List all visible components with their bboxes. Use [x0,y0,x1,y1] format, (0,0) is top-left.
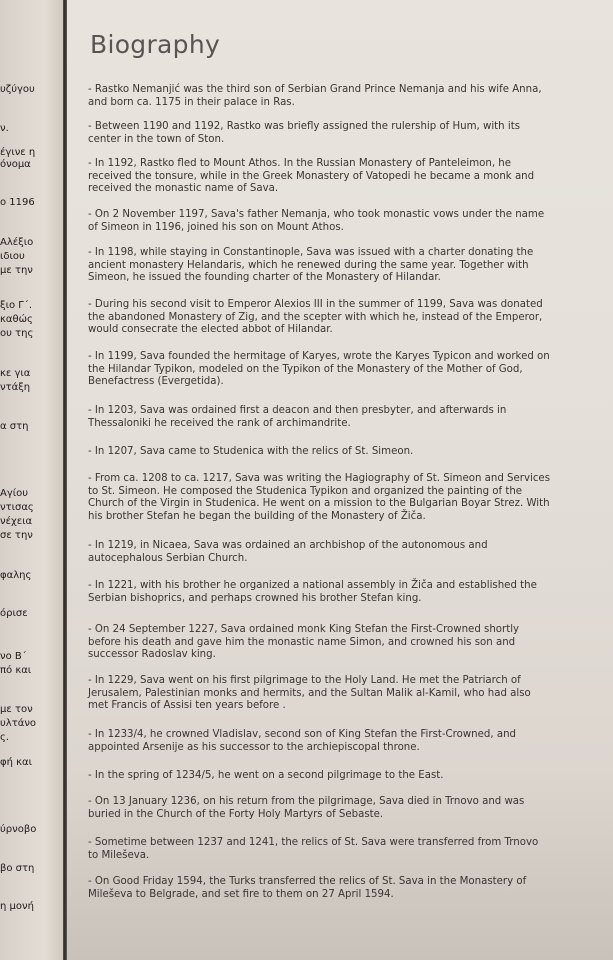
biography-entry: - In 1219, in Nicaea, Sava was ordained an archbishop of the autonomous and autocephalous Serbian Church. [88,540,488,564]
greek-text-fragment: νο Β΄ [0,651,27,662]
greek-text-fragment: όρισε [0,608,28,619]
biography-entry: - Sometime between 1237 and 1241, the relics of St. Sava were transferred from Trnovo to Mileševa. [88,837,539,861]
greek-text-fragment: ς. [0,732,10,743]
greek-text-fragment: κε για [0,368,31,379]
greek-text-fragment: ν. [0,123,9,134]
biography-entry: - In 1192, Rastko fled to Mount Athos. In the Russian Monastery of Panteleimon, he received the tonsure, while in the Greek Monastery of Vatopedi he became a monk and received the monastic name of Sava. [88,158,535,195]
greek-text-fragment: ντάξη [0,382,31,393]
greek-text-fragment: υζύγου [0,84,35,95]
greek-text-fragment: φαλης [0,570,32,581]
greek-text-fragment: με τον [0,704,33,715]
biography-entry: - On Good Friday 1594, the Turks transferred the relics of St. Sava in the Monastery of Mileševa to Belgrade, and set fire to them on 27 April 1594. [88,876,527,900]
greek-text-fragment: ύρνοβο [0,824,37,835]
greek-text-fragment: καθώς [0,314,33,325]
greek-text-fragment: βο στη [0,863,35,874]
adjacent-greek-panel [0,0,64,960]
greek-text-fragment: Αλέξιο [0,237,34,248]
biography-entry: - On 13 January 1236, on his return from the pilgrimage, Sava died in Trnovo and was buried in the Church of the Forty Holy Martyrs of Sebaste. [88,796,525,820]
greek-text-fragment: με την [0,265,33,276]
greek-text-fragment: η μονή [0,901,34,912]
biography-entry: - In 1229, Sava went on his first pilgrimage to the Holy Land. He met the Patriarch of Jerusalem, Palestinian monks and hermits, and the Sultan Malik al-Kamil, who had also met Francis of Assisi ten years before . [88,675,531,712]
biography-entry: - Rastko Nemanjić was the third son of Serbian Grand Prince Nemanja and his wife Anna, and born ca. 1175 in their palace in Ras. [88,84,542,108]
greek-text-fragment: φή και [0,757,32,768]
biography-entry: - On 24 September 1227, Sava ordained monk King Stefan the First-Crowned shortly before his death and gave him the monastic name Simon, and crowned his son and successor Radoslav king. [88,624,520,661]
greek-text-fragment: α στη [0,421,29,432]
greek-text-fragment: ξιο Γ΄. [0,300,33,311]
greek-text-fragment: όνομα [0,159,31,170]
biography-entry: - In 1207, Sava came to Studenica with the relics of St. Simeon. [88,446,414,457]
page-title: Biography [90,30,221,59]
biography-entry: - Between 1190 and 1192, Rastko was briefly assigned the rulership of Hum, with its center in the town of Ston. [88,121,520,145]
biography-entry: - In 1203, Sava was ordained first a deacon and then presbyter, and afterwards in Thessaloniki he received the rank of archimandrite. [88,405,507,429]
biography-entry: - During his second visit to Emperor Alexios III in the summer of 1199, Sava was donated the abandoned Monastery of Zig, and the scepter with which he, instead of the Emperor, would consecrate the elected abbot of Hilandar. [88,299,543,336]
greek-text-fragment: πό και [0,665,32,676]
biography-entry: - In 1221, with his brother he organized a national assembly in Žiča and established the Serbian bishoprics, and perhaps crowned his brother Stefan king. [88,580,537,604]
greek-text-fragment: ντισας [0,502,34,513]
greek-text-fragment: Αγίου [0,488,29,499]
biography-entry: - In the spring of 1234/5, he went on a second pilgrimage to the East. [88,770,444,781]
greek-text-fragment: ου της [0,328,34,339]
greek-text-fragment: νέχεια [0,516,33,527]
greek-text-fragment: έγινε η [0,147,36,158]
biography-entry: - In 1233/4, he crowned Vladislav, second son of King Stefan the First-Crowned, and appointed Arsenije as his successor to the archiepiscopal throne. [88,729,517,753]
biography-entry: - From ca. 1208 to ca. 1217, Sava was writing the Hagiography of St. Simeon and Services to St. Simeon. He composed the Studenica Typikon and organized the painting of the Church of the Virgin in Studenica. He went on a mission to the Bulgarian Boyar Strez. With his brother Stefan he began the building of the Monastery of Žiča. [88,473,550,522]
greek-text-fragment: ο 1196 [0,197,35,208]
biography-entry: - In 1199, Sava founded the hermitage of Karyes, wrote the Karyes Typicon and worked on the Hilandar Typikon, modeled on the Typikon of the Monastery of the Mother of God, Benefactress (Evergetida). [88,351,550,388]
biography-entry: - In 1198, while staying in Constantinople, Sava was issued with a charter donating the ancient monastery Helandaris, which he renewed during the same year. Together with Simeon, he issued the founding charter of the Monastery of Hilandar. [88,247,534,284]
biography-entry: - On 2 November 1197, Sava's father Nemanja, who took monastic vows under the name of Simeon in 1196, joined his son on Mount Athos. [88,209,545,233]
greek-text-fragment: σε την [0,530,33,541]
greek-text-fragment: υλτάνο [0,718,37,729]
greek-text-fragment: ιδιου [0,251,25,262]
